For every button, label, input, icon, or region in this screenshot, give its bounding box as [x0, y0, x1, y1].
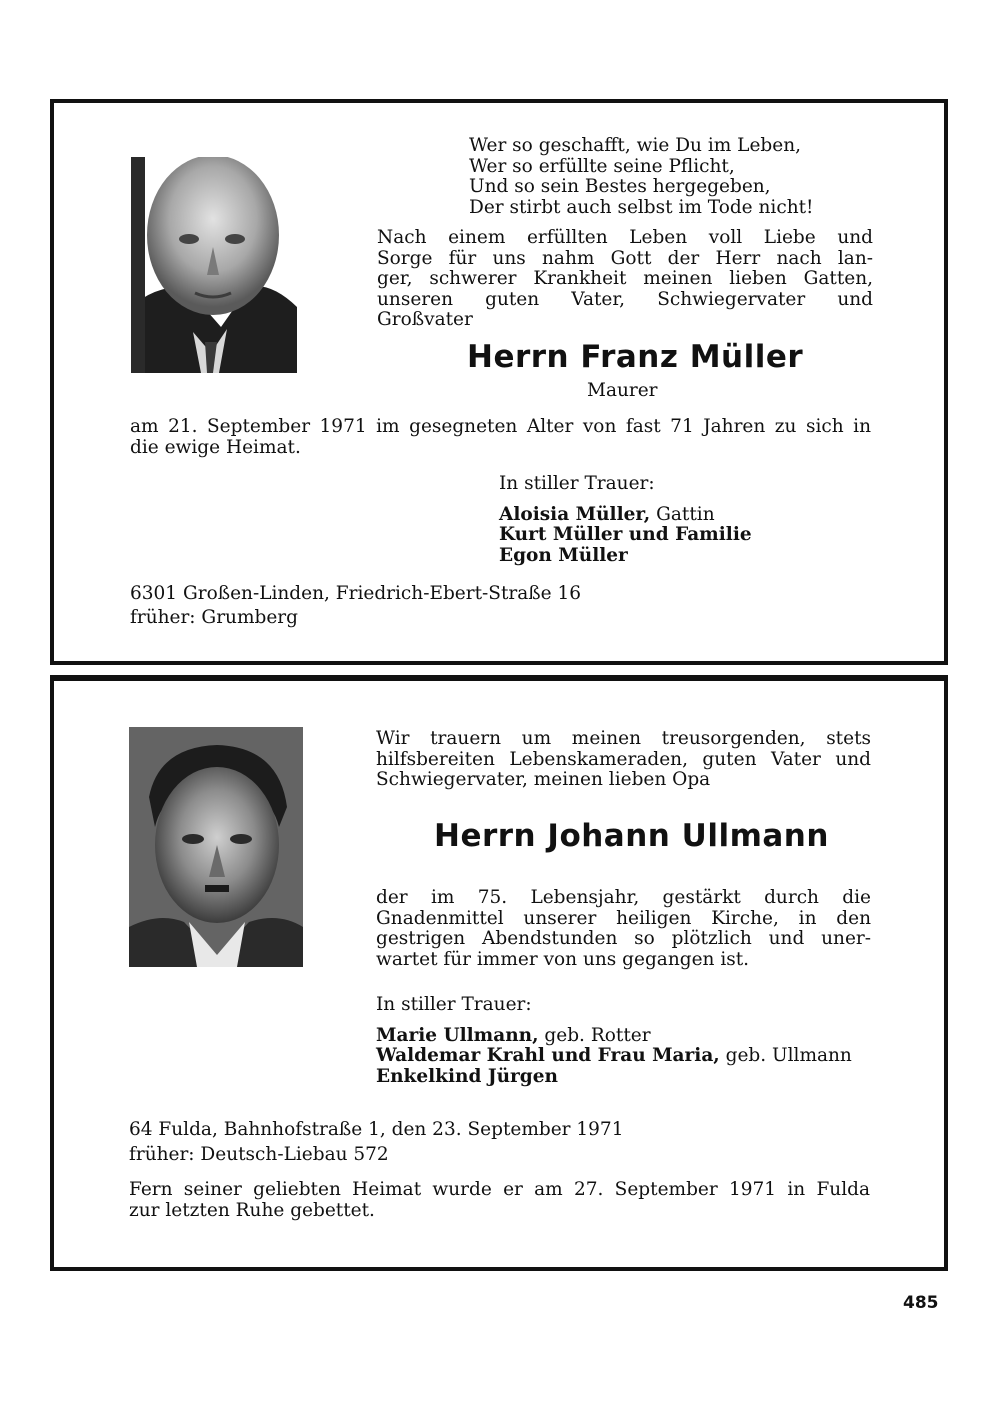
death-paragraph [376, 888, 871, 970]
deceased-name: Herrn Franz Müller [467, 339, 804, 375]
mourner-name: Waldemar Krahl und Frau Maria, [376, 1045, 720, 1066]
portrait-photo-johann-ullmann [129, 727, 303, 967]
mourner-entry [376, 1067, 896, 1088]
mourners-block [499, 474, 879, 566]
poem-line: Und so sein Bestes hergegeben, [469, 176, 771, 197]
mourner-name: Egon Müller [499, 544, 628, 566]
mourner-entry [376, 1026, 896, 1047]
mourner-name: Enkelkind Jürgen [376, 1065, 558, 1087]
mourner-relation: geb. Rotter [538, 1024, 651, 1046]
address-block [129, 1117, 623, 1167]
intro-line: Sorge für uns nahm Gott der Herr nach lan- [377, 247, 873, 269]
address-block [130, 582, 581, 630]
death-line: am 21. September 1971 im gesegneten Alter von fast 71 Jahren zu sich in [130, 416, 871, 437]
death-line: wartet für immer von uns gegangen ist. [376, 948, 750, 970]
page-number: 485 [903, 1293, 939, 1313]
burial-paragraph [129, 1180, 870, 1221]
death-line: der im 75. Lebensjahr, gestärkt durch die [376, 887, 871, 908]
address: 64 Fulda, Bahnhofstraße 1, den 23. September 1971 [129, 1119, 624, 1140]
mourner-relation: Gattin [650, 503, 715, 525]
deceased-name: Herrn Johann Ullmann [434, 818, 829, 854]
memorial-poem [469, 136, 869, 218]
poem-line: Der stirbt auch selbst im Tode nicht! [469, 196, 814, 218]
intro-line: Nach einem erfüllten Leben voll Liebe und [377, 227, 873, 248]
intro-line: Großvater [377, 309, 473, 330]
death-line: die ewige Heimat. [130, 436, 301, 458]
death-line: gestrigen Abendstunden so plötzlich und uner- [376, 928, 871, 949]
mourner-entry [499, 505, 879, 526]
intro-paragraph [377, 228, 873, 331]
burial-line: Fern seiner geliebten Heimat wurde er am 27. September 1971 in Fulda [129, 1179, 870, 1200]
poem-line: Wer so geschafft, wie Du im Leben, [469, 135, 801, 156]
death-line: Gnadenmittel unserer heiligen Kirche, in den [376, 907, 871, 929]
mourner-name: Aloisia Müller, [499, 503, 651, 525]
mourner-entry [499, 525, 879, 546]
intro-line: Wir trauern um meinen treusorgenden, stets [376, 728, 871, 749]
intro-paragraph [376, 729, 871, 791]
mourning-heading: In stiller Trauer: [499, 473, 655, 494]
portrait-photo-franz-mueller [131, 157, 297, 373]
intro-line: ger, schwerer Krankheit meinen lieben Gatten, [377, 268, 873, 289]
burial-line: zur letzten Ruhe gebettet. [129, 1199, 375, 1221]
mourning-heading: In stiller Trauer: [376, 994, 532, 1015]
intro-line: unseren guten Vater, Schwiegervater und [377, 288, 873, 310]
address: 6301 Großen-Linden, Friedrich-Ebert-Straße 16 [130, 583, 581, 604]
mourner-name: Marie Ullmann, [376, 1024, 539, 1046]
mourner-relation: geb. Ullmann [719, 1045, 852, 1066]
mourners-block [376, 995, 896, 1087]
former-residence: früher: Grumberg [130, 607, 298, 628]
mourner-name: Kurt Müller und Familie [499, 524, 752, 545]
poem-line: Wer so erfüllte seine Pflicht, [469, 155, 735, 177]
intro-line: hilfsbereiten Lebenskameraden, guten Vater und [376, 748, 871, 770]
former-residence: früher: Deutsch-Liebau 572 [129, 1144, 389, 1165]
mourner-entry [376, 1046, 896, 1067]
death-paragraph [130, 417, 871, 458]
intro-line: Schwiegervater, meinen lieben Opa [376, 769, 711, 790]
occupation: Maurer [587, 380, 658, 401]
mourner-entry [499, 546, 879, 567]
